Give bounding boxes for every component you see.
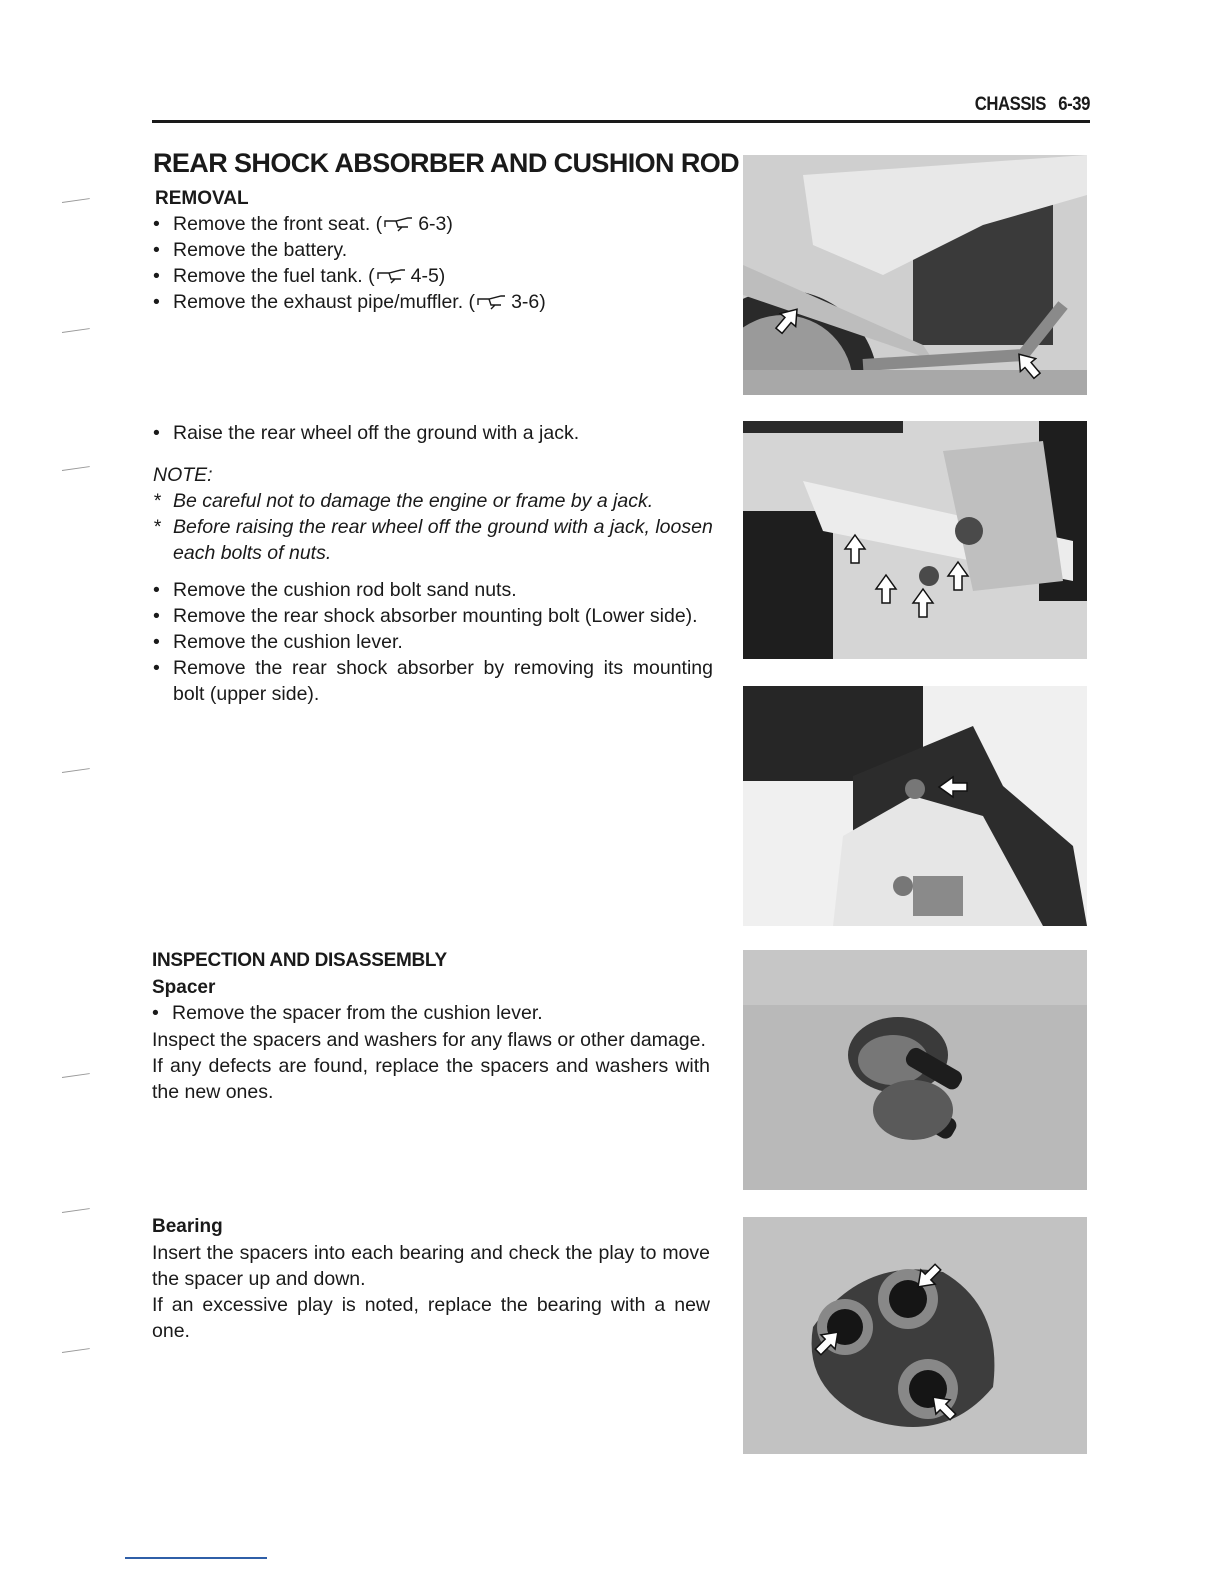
spacer-text [152, 1027, 710, 1105]
photo-frame-exhaust [743, 155, 1087, 395]
removal-steps-2 [153, 577, 713, 707]
list-item: • Remove the cushion lever. [153, 629, 713, 655]
reference-hand-icon [384, 216, 414, 232]
note-block [153, 462, 713, 566]
margin-mark [62, 1348, 90, 1355]
list-item: • Remove the fuel tank. ( 4-5) [153, 263, 713, 289]
list-item: • Remove the front seat. ( 6-3) [153, 211, 713, 237]
reference-hand-icon [377, 268, 407, 284]
margin-mark [62, 198, 90, 205]
raise-step [153, 420, 713, 446]
photo-bearings [743, 1217, 1087, 1454]
list-item: • Remove the cushion rod bolt sand nuts. [153, 577, 713, 603]
paragraph: If an excessive play is noted, replace the bearing with a new one. [152, 1294, 710, 1342]
photo-spacers [743, 950, 1087, 1190]
bearing-text [152, 1240, 710, 1344]
margin-mark [62, 1073, 90, 1080]
header-rule [152, 120, 1090, 123]
inspection-heading: INSPECTION AND DISASSEMBLY [152, 950, 447, 971]
list-item: • Remove the rear shock absorber mounting bolt (Lower side). [153, 603, 713, 629]
spacer-heading: Spacer [152, 977, 216, 998]
photo-shock-mount [743, 686, 1087, 926]
list-item: • Remove the spacer from the cushion lever. [152, 1000, 712, 1026]
margin-mark [62, 466, 90, 473]
paragraph: Inspect the spacers and washers for any flaws or other damage. [152, 1029, 706, 1051]
header-label [962, 94, 1090, 116]
note-item: * Be careful not to damage the engine or frame by a jack. [153, 490, 654, 512]
list-item: • Remove the rear shock absorber by removing its mounting bolt (upper side). [153, 655, 713, 707]
note-label: NOTE: [153, 464, 213, 486]
paragraph: If any defects are found, replace the spacers and washers with the new ones. [152, 1055, 710, 1103]
footer-rule [125, 1557, 267, 1559]
margin-mark [62, 768, 90, 775]
photo-cushion-linkage [743, 421, 1087, 659]
bearing-heading: Bearing [152, 1216, 223, 1237]
list-item: • Remove the battery. [153, 237, 713, 263]
page-number: 6-39 [1058, 94, 1090, 115]
list-item: • Remove the exhaust pipe/muffler. ( 3-6) [153, 289, 713, 315]
margin-mark [62, 328, 90, 335]
page-header [152, 92, 1090, 122]
paragraph: Insert the spacers into each bearing and check the play to move the spacer up and down. [152, 1242, 710, 1290]
margin-mark [62, 1208, 90, 1215]
removal-heading: REMOVAL [155, 188, 249, 209]
reference-hand-icon [477, 294, 507, 310]
section-name: CHASSIS [974, 94, 1046, 115]
removal-steps [153, 211, 713, 315]
note-item: * Before raising the rear wheel off the ground with a jack, loosen each bolts of nuts. [153, 516, 713, 564]
spacer-steps [152, 1000, 712, 1026]
page-title: REAR SHOCK ABSORBER AND CUSHION ROD [153, 148, 740, 178]
list-item: • Raise the rear wheel off the ground with a jack. [153, 420, 713, 446]
